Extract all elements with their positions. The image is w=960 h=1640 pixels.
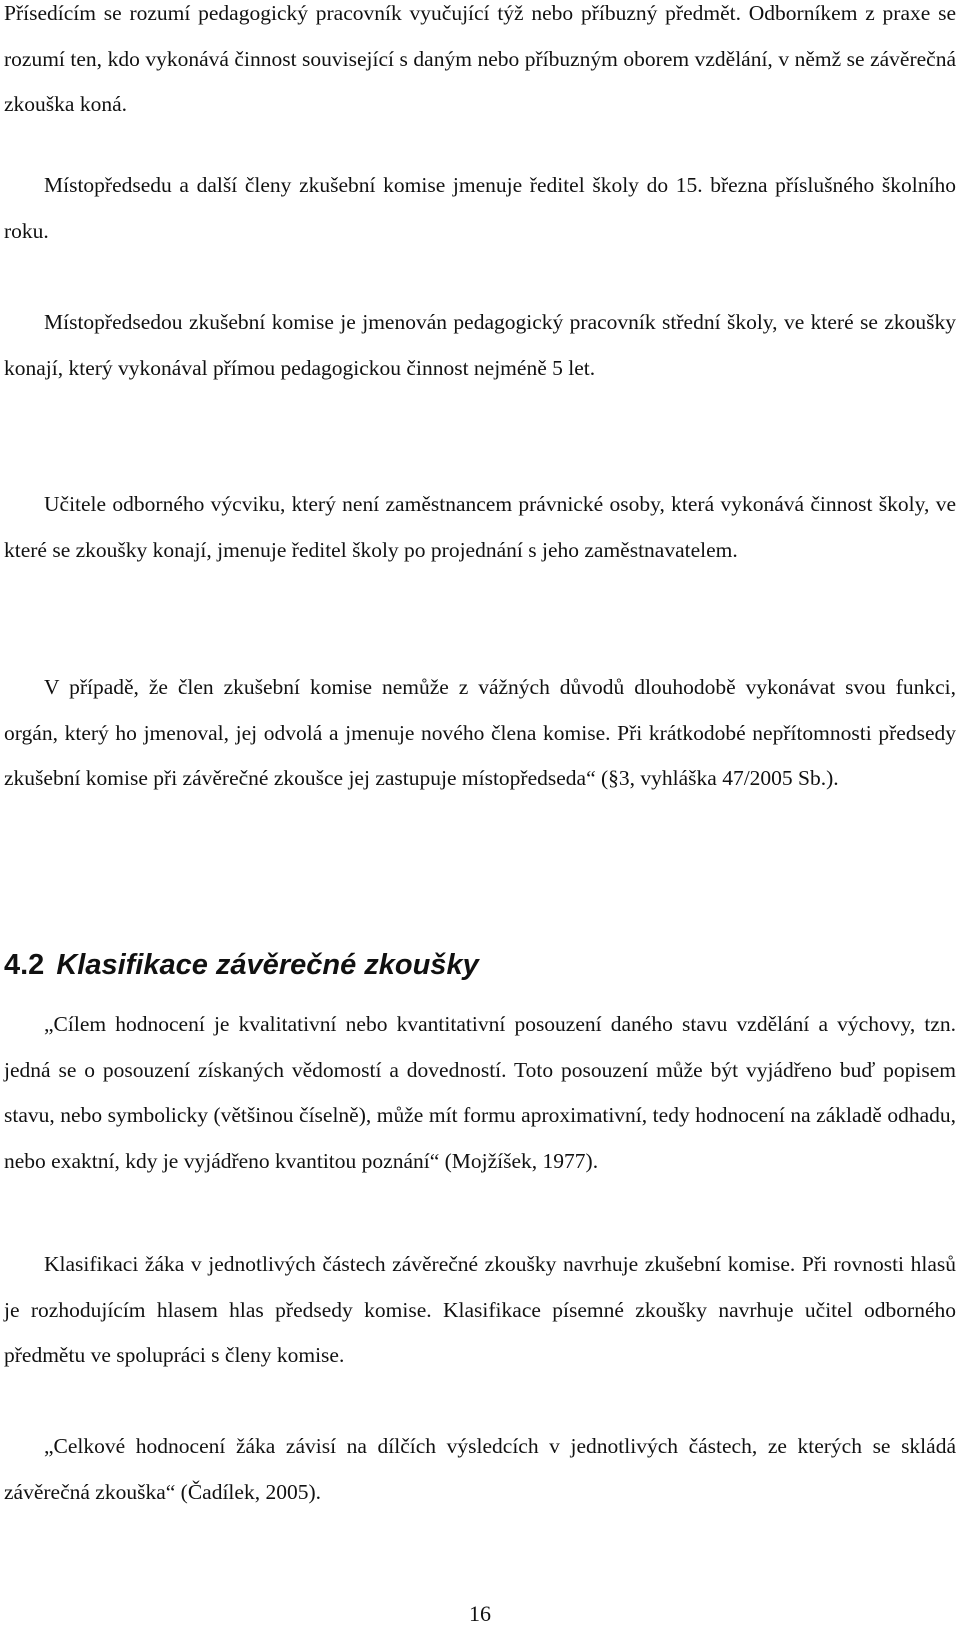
paragraph-vice-chair-appointment: Místopředsedu a další členy zkušební komise jmenuje ředitel školy do 15. března příslušného školního roku. — [4, 173, 956, 243]
paragraph-overall-evaluation-quote: „Celkové hodnocení žáka závisí na dílčích výsledcích v jednotlivých částech, ze kterých se skládá závěrečná zkouška“ (Čadílek, 2005). — [4, 1434, 956, 1504]
paragraph-evaluation-quote: „Cílem hodnocení je kvalitativní nebo kvantitativní posouzení daného stavu vzdělání a výchovy, tzn. jedná se o posouzení získaných vědomostí a dovedností. Toto posouzení může být vyjádřeno buď popisem stavu, nebo symbolicky (většinou číselně), může mít formu aproximativní, tedy hodnocení na základě odhadu, nebo exaktní, kdy je vyjádřeno kvantitou poznání“ (Mojžíšek, 1977). — [4, 1012, 956, 1173]
paragraph-vice-chair-requirements: Místopředsedou zkušební komise je jmenován pedagogický pracovník střední školy, ve které se zkoušky konají, který vykonával přímou pedagogickou činnost nejméně 5 let. — [4, 310, 956, 380]
paragraph-classification-proposal: Klasifikaci žáka v jednotlivých částech závěrečné zkoušky navrhuje zkušební komise. Při rovnosti hlasů je rozhodujícím hlasem hlas předsedy komise. Klasifikace písemné zkoušky navrhuje učitel odborného předmětu ve spolupráci s členy komise. — [4, 1252, 956, 1367]
paragraph-examiners-definition: Přísedícím se rozumí pedagogický pracovník vyučující týž nebo příbuzný předmět. Odborníkem z praxe se rozumí ten, kdo vykonává činnost související s daným nebo příbuzným oborem vzdělání, v němž se závěrečná zkouška koná. — [4, 1, 956, 116]
section-number: 4.2 — [4, 949, 45, 981]
paragraph-vocational-teacher: Učitele odborného výcviku, který není zaměstnancem právnické osoby, která vykonává činnost školy, ve které se zkoušky konají, jmenuje ředitel školy po projednání s jeho zaměstnavatelem. — [4, 492, 956, 562]
document-page — [4, 0, 956, 1640]
page-number: 16 — [469, 1601, 491, 1626]
paragraph-member-replacement: V případě, že člen zkušební komise nemůže z vážných důvodů dlouhodobě vykonávat svou funkci, orgán, který ho jmenoval, jej odvolá a jmenuje nového člena komise. Při krátkodobé nepřítomnosti předsedy zkušební komise při závěrečné zkoušce jej zastupuje místopředseda“ (§3, vyhláška 47/2005 Sb.). — [4, 675, 956, 790]
section-title: Klasifikace závěrečné zkoušky — [56, 949, 479, 981]
section-heading — [4, 945, 479, 985]
